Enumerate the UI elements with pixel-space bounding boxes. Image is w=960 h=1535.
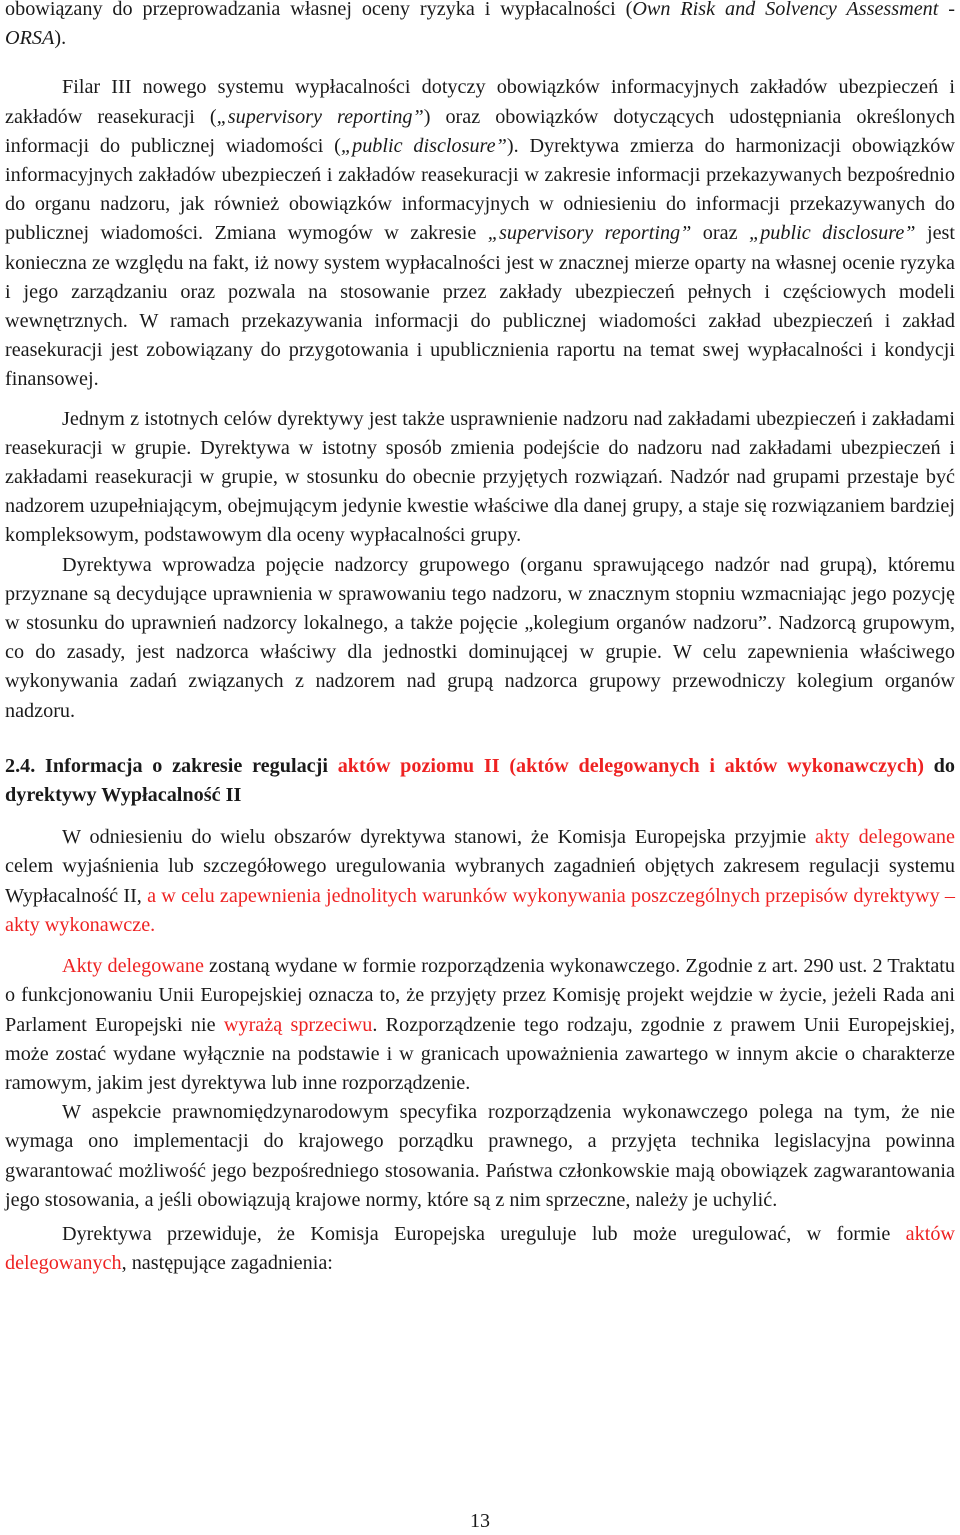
text-run: . Rozporządzenie tego rodzaju, zgodnie z prawem Unii Europejskiej, może zostać wydane wyłącznie na podstawie i w granicach upoważnienia zawartego w innym akcie o charakterze ramowym, jakim jest dyrektywa lub inne rozporządzenie. (5, 1013, 955, 1094)
text-run: oraz (691, 222, 749, 245)
text-run-highlight: aktów delegowanych (5, 1222, 955, 1275)
text-run-italic: „supervisory reporting” (487, 222, 692, 245)
text-run-italic: „public disclosure” (340, 134, 507, 157)
paragraph-delegated-acts-intro (5, 823, 955, 940)
text-run: W odniesieniu do wielu obszarów dyrektywa stanowi, że Komisja Europejska przyjmie (62, 826, 816, 849)
text-run-highlight: akty delegowane (815, 826, 955, 849)
text-run: ). Dyrektywa zmierza do harmonizacji obowiązków informacyjnych zakładów ubezpieczeń i zakładów reasekuracji w zakresie informacji przekazywanych bezpośrednio do organu nadzoru, jak również obowiązków informacyjnych w odniesieniu do informacji przekazywanych do publicznej wiadomości. Zmiana wymogów w zakresie (5, 134, 955, 245)
section-number: 2.4. (5, 754, 36, 777)
paragraph-group-supervisor: Dyrektywa wprowadza pojęcie nadzorcy grupowego (organu sprawującego nadzór nad grupą), któremu przyznane są decydujące uprawnienia w sprawowaniu tego nadzoru, w znacznym stopniu wzmacniając jego pozycję w stosunku do uprawnień nadzorcy lokalnego, a także pojęcie „kolegium organów nadzoru”. Nadzorcą grupowym, co do zasady, jest nadzorca właściwy dla jednostki dominującej w grupie. W celu zapewnienia właściwego wykonywania zadań związanych z nadzorem nad grupą nadzorca grupowy przewodniczy kolegium organów nadzoru. (5, 553, 955, 722)
text-run: Filar III nowego systemu wypłacalności dotyczy obowiązków informacyjnych zakładów ubezpieczeń i zakładów reasekuracji ( (5, 76, 955, 128)
text-run-italic: „public disclosure” (748, 222, 916, 245)
text-run: Dyrektywa przewiduje, że Komisja Europejska ureguluje lub może uregulować, w formie (62, 1222, 906, 1245)
text-run: zostaną wydane w formie rozporządzenia wykonawczego. Zgodnie z art. 290 ust. 2 Traktatu o funkcjonowaniu Unii Europejskiej oznacza to, że przyjęty przez Komisję projekt wejdzie w życie, jeżeli Rada ani Parlament Europejski nie (5, 955, 955, 1036)
page-number: 13 (470, 1510, 490, 1532)
text-run-italic: Own Risk and Solvency Assessment - ORSA (5, 0, 955, 50)
text-run-highlight: a w celu zapewnienia jednolitych warunków wykonywania poszczególnych przepisów dyrektywy – akty wykonawcze. (5, 884, 955, 936)
heading-highlight: aktów poziomu II (aktów delegowanych i aktów wykonawczych) (337, 754, 924, 777)
paragraph-group-supervision: Jednym z istotnych celów dyrektywy jest także usprawnienie nadzoru nad zakładami ubezpieczeń i zakładami reasekuracji w grupie. Dyrektywa w istotny sposób zmienia podejście do nadzoru nad zakładami ubezpieczeń i zakładami reasekuracji w grupie, w stosunku do obecnie przyjętych rozwiązań. Nadzór nad grupami przestaje być nadzorem uzupełniającym, obejmującym jedynie kwestie właściwe dla danej grupy, a staje się rozwiązaniem bardziej kompleksowym, podstawowym dla oceny wypłacalności grupy. (5, 407, 955, 547)
paragraph-orsa-continuation (5, 0, 955, 53)
text-run-italic: „supervisory reporting” (216, 105, 424, 128)
paragraph-pillar-three (5, 73, 955, 394)
heading-text: Informacja o zakresie regulacji (35, 754, 338, 777)
paragraph-directive-scope (5, 1220, 955, 1278)
paragraph-international-law: W aspekcie prawnomiędzynarodowym specyfika rozporządzenia wykonawczego polega na tym, że nie wymaga ono implementacji do krajowego porządku prawnego, a przyjęta technika legislacyjna powinna gwarantować możliwość jego bezpośredniego stosowania. Państwa członkowskie mają obowiązek zagwarantowania jego stosowania, a jeśli obowiązują krajowe normy, które są z nim sprzeczne, należy je uchylić. (5, 1101, 955, 1211)
text-run-highlight: wyrażą sprzeciwu (223, 1013, 373, 1036)
paragraph-delegated-acts-form (5, 952, 955, 1098)
text-run: , następujące zagadnienia: (121, 1252, 333, 1275)
text-run: jest konieczna ze względu na fakt, iż nowy system wypłacalności jest w znacznej mierze oparty na własnej ocenie ryzyka i jego zarządzaniu oraz pozwala na stosowanie przez zakłady ubezpieczeń pełnych i częściowych modeli wewnętrznych. W ramach przekazywania informacji do publicznej wiadomości zakład ubezpieczeń i zakład reasekuracji jest zobowiązany do przygotowania i upublicznienia raportu na temat swej wypłacalności i kondycji finansowej. (5, 222, 955, 391)
text-run: ) oraz obowiązków dotyczących udostępniania określonych informacji do publicznej wiadomości ( (5, 105, 955, 157)
text-run-highlight: Akty delegowane (62, 955, 204, 978)
heading-text: do dyrektywy Wypłacalność II (5, 754, 955, 807)
document-page (5, 0, 955, 1278)
section-heading (5, 752, 955, 810)
text-run: obowiązany do przeprowadzania własnej oceny ryzyka i wypłacalności ( (5, 0, 633, 20)
text-run: celem wyjaśnienia lub szczegółowego uregulowania wybranych zagadnień objętych zakresem regulacji systemu Wypłacalność II, (5, 855, 955, 907)
text-run: ). (54, 27, 67, 50)
